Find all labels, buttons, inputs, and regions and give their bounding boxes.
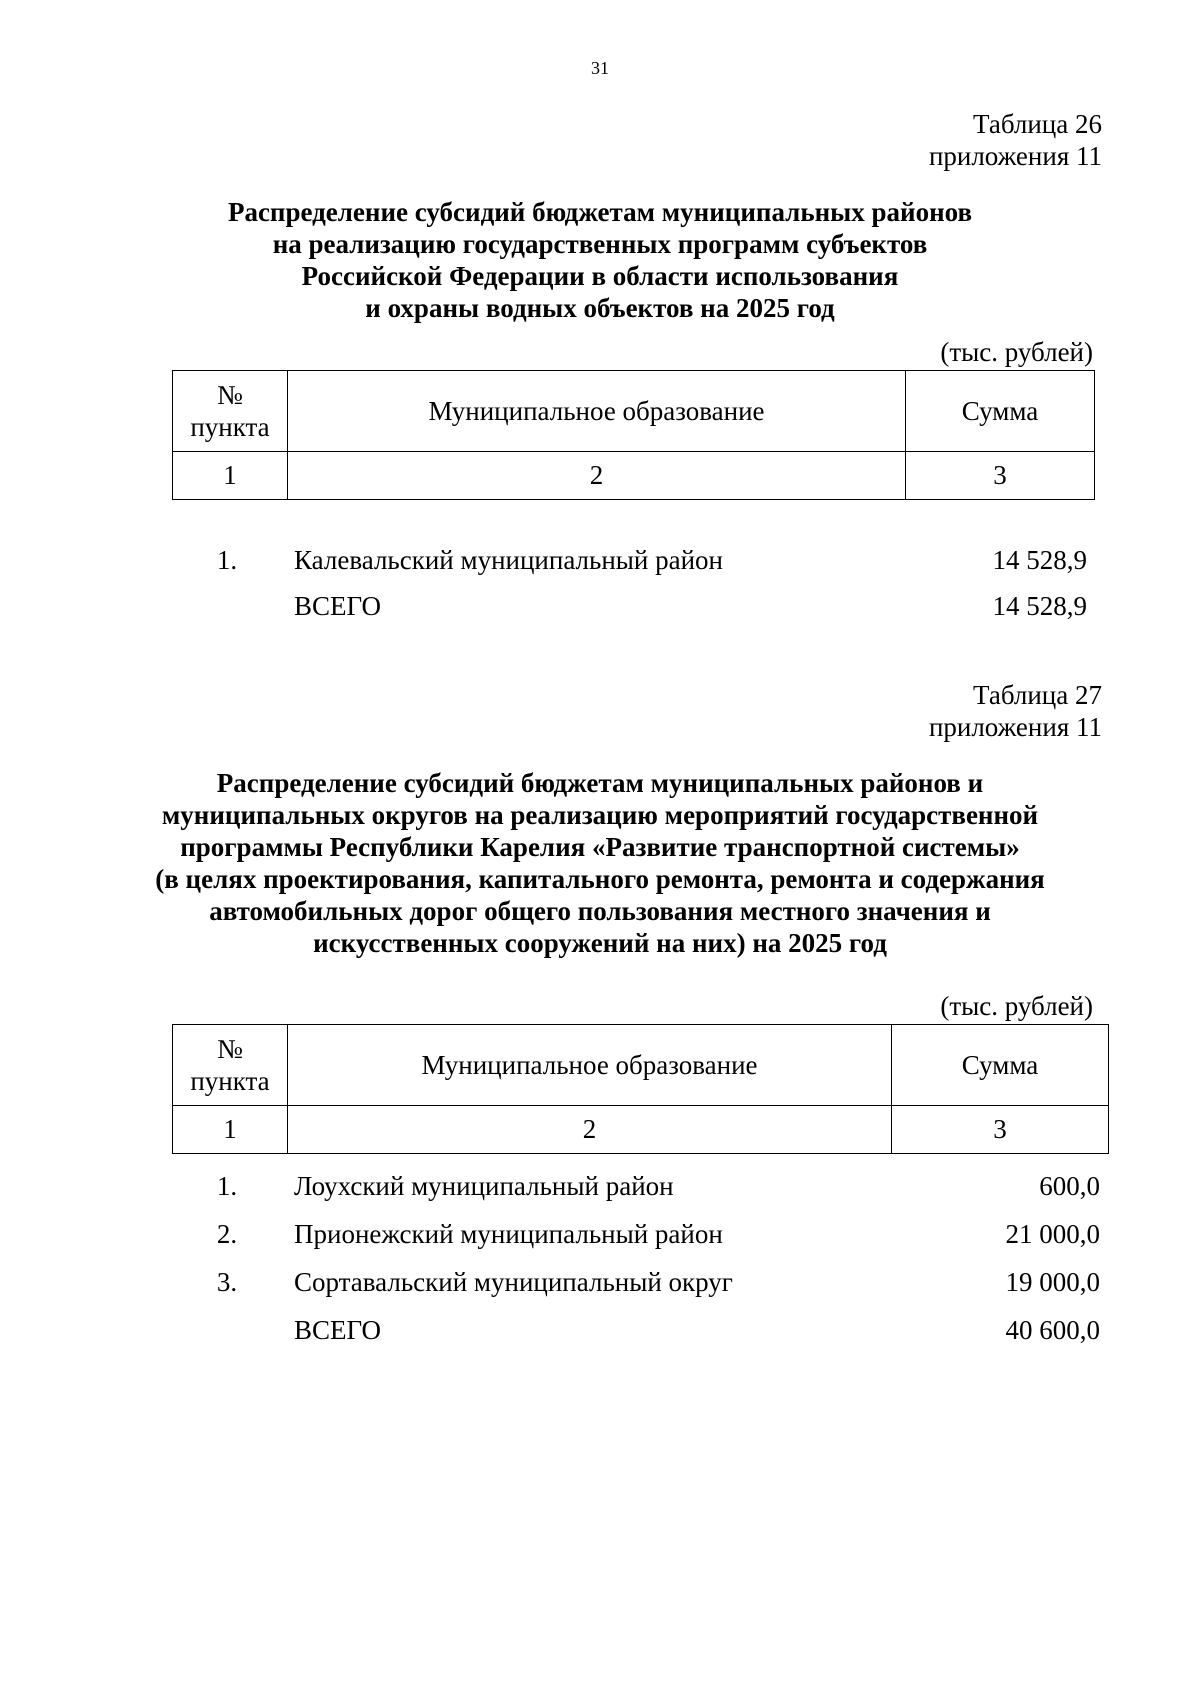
row-sum: 600,0: [1039, 1171, 1100, 1201]
header-number-sign: №: [217, 380, 243, 410]
table-26-title: [100, 196, 1100, 324]
table-27-appendix-label: приложения 11: [928, 712, 1102, 742]
total-label: ВСЕГО: [294, 591, 381, 621]
column-number-3: 3: [892, 1106, 1109, 1154]
column-number-3: 3: [906, 452, 1095, 500]
table-27-reference: [929, 679, 1102, 743]
row-sum: 14 528,9: [992, 545, 1087, 575]
table-27-header: [172, 1024, 1109, 1154]
total-sum: 40 600,0: [1005, 1315, 1100, 1345]
column-number-2: 2: [288, 452, 906, 500]
row-number: 2.: [216, 1219, 238, 1249]
header-municipality: Муниципальное образование: [288, 1025, 892, 1106]
row-sum: 21 000,0: [1005, 1219, 1100, 1249]
row-municipality: Калевальский муниципальный район: [294, 545, 723, 575]
column-number-1: 1: [173, 452, 288, 500]
table-27-label: Таблица 27: [973, 680, 1102, 710]
table-27-title: [100, 767, 1100, 959]
column-number-2: 2: [288, 1106, 892, 1154]
table-row: [172, 544, 1087, 576]
title-line: Российской Федерации в области использования: [301, 261, 899, 291]
header-item-number: [173, 371, 288, 452]
header-sum: Сумма: [906, 371, 1095, 452]
row-municipality: Сортавальский муниципальный округ: [294, 1267, 733, 1297]
header-item-number: [173, 1025, 288, 1106]
row-number: 1.: [216, 1171, 238, 1201]
column-number-1: 1: [173, 1106, 288, 1154]
title-line: программы Республики Карелия «Развитие транспортной системы»: [180, 832, 1020, 862]
total-row: [172, 590, 1087, 622]
header-number-word: пункта: [190, 412, 270, 442]
title-line: муниципальных округов на реализацию мероприятий государственной: [161, 800, 1039, 830]
title-line: (в целях проектирования, капитального ремонта, ремонта и содержания: [155, 864, 1045, 894]
row-sum: 19 000,0: [1005, 1267, 1100, 1297]
table-row: [172, 1266, 1100, 1298]
page-number: 31: [591, 58, 609, 78]
row-municipality: Лоухский муниципальный район: [294, 1171, 674, 1201]
table-26-reference: [929, 108, 1102, 172]
header-municipality: Муниципальное образование: [288, 371, 906, 452]
title-line: искусственных сооружений на них) на 2025 год: [313, 928, 887, 958]
table-26-label: Таблица 26: [973, 109, 1102, 139]
total-sum: 14 528,9: [992, 591, 1087, 621]
table-27-units: (тыс. рублей): [940, 991, 1093, 1021]
table-26-header: [172, 370, 1095, 500]
row-number: 1.: [216, 545, 238, 575]
table-row: [172, 1170, 1100, 1202]
table-row: [172, 1218, 1100, 1250]
title-line: Распределение субсидий бюджетам муниципальных районов и: [216, 768, 984, 798]
header-number-sign: №: [217, 1034, 243, 1064]
title-line: автомобильных дорог общего пользования местного значения и: [209, 896, 991, 926]
total-label: ВСЕГО: [294, 1315, 381, 1345]
title-line: и охраны водных объектов на 2025 год: [365, 293, 835, 323]
row-number: 3.: [216, 1267, 238, 1297]
table-26-units: (тыс. рублей): [940, 337, 1093, 367]
total-row: [172, 1314, 1100, 1346]
header-number-word: пункта: [190, 1066, 270, 1096]
header-sum: Сумма: [892, 1025, 1109, 1106]
row-municipality: Прионежский муниципальный район: [294, 1219, 723, 1249]
table-26-appendix-label: приложения 11: [928, 141, 1102, 171]
title-line: на реализацию государственных программ субъектов: [272, 229, 928, 259]
title-line: Распределение субсидий бюджетам муниципальных районов: [227, 197, 973, 227]
